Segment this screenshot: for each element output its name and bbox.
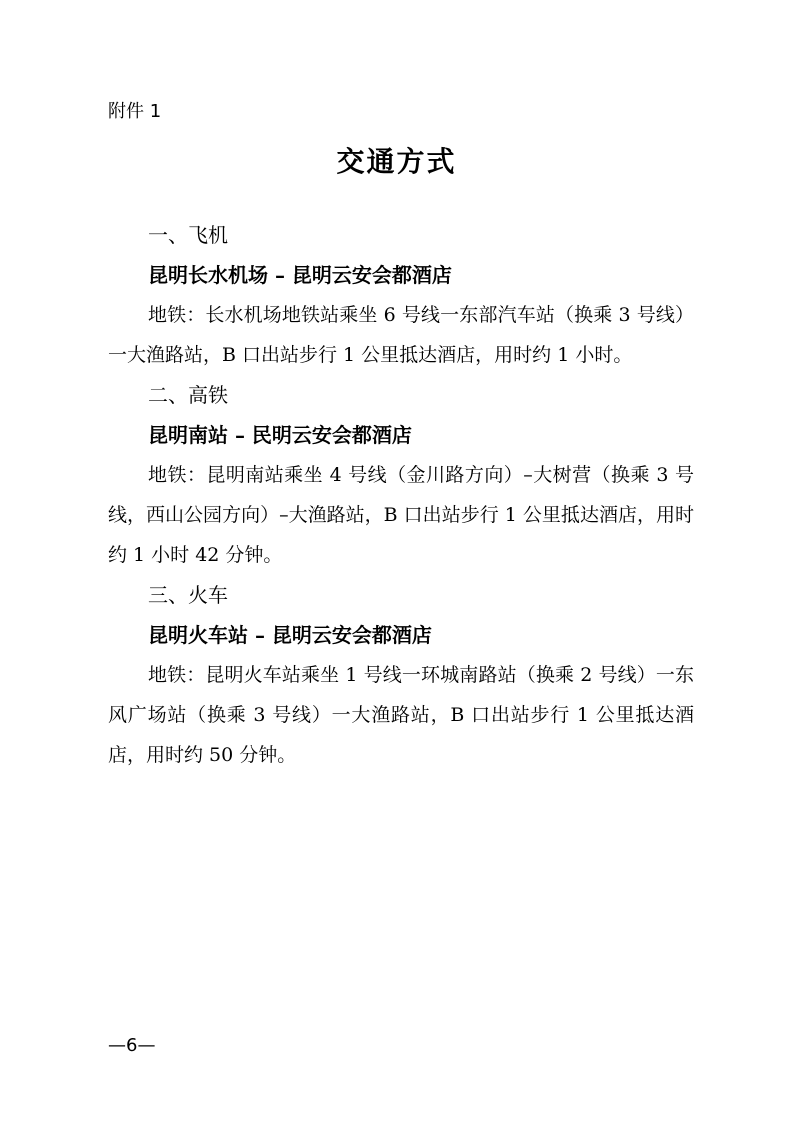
attachment-label: 附件 1 <box>108 101 162 122</box>
route-title: 昆明火车站 – 昆明云安会都酒店 <box>148 623 432 647</box>
route-title: 昆明长水机场 – 昆明云安会都酒店 <box>148 263 452 287</box>
route-title: 昆明南站 – 民明云安会都酒店 <box>148 423 412 447</box>
document-title: 交通方式 <box>336 145 457 178</box>
page-number: —6— <box>108 1035 156 1056</box>
route-description: 地铁：昆明南站乘坐 4 号线（金川路方向）–大树营（换乘 3 号线，西山公园方向）–大渔路站，B 口出站步行 1 公里抵达酒店，用时约 1 小时 42 分钟。 <box>108 464 694 566</box>
section-airplane <box>108 215 694 375</box>
document-body <box>108 215 694 775</box>
route-description: 地铁：长水机场地铁站乘坐 6 号线一东部汽车站（换乘 3 号线）一大渔路站，B 口出站步行 1 公里抵达酒店，用时约 1 小时。 <box>108 304 694 366</box>
section-heading: 一、飞机 <box>148 223 228 247</box>
route-description: 地铁：昆明火车站乘坐 1 号线一环城南路站（换乘 2 号线）一东风广场站（换乘 3 号线）一大渔路站，B 口出站步行 1 公里抵达酒店，用时约 50 分钟。 <box>108 664 694 766</box>
section-train <box>108 575 694 775</box>
section-high-speed-rail <box>108 375 694 575</box>
section-heading: 二、高铁 <box>148 383 228 407</box>
section-heading: 三、火车 <box>148 583 228 607</box>
